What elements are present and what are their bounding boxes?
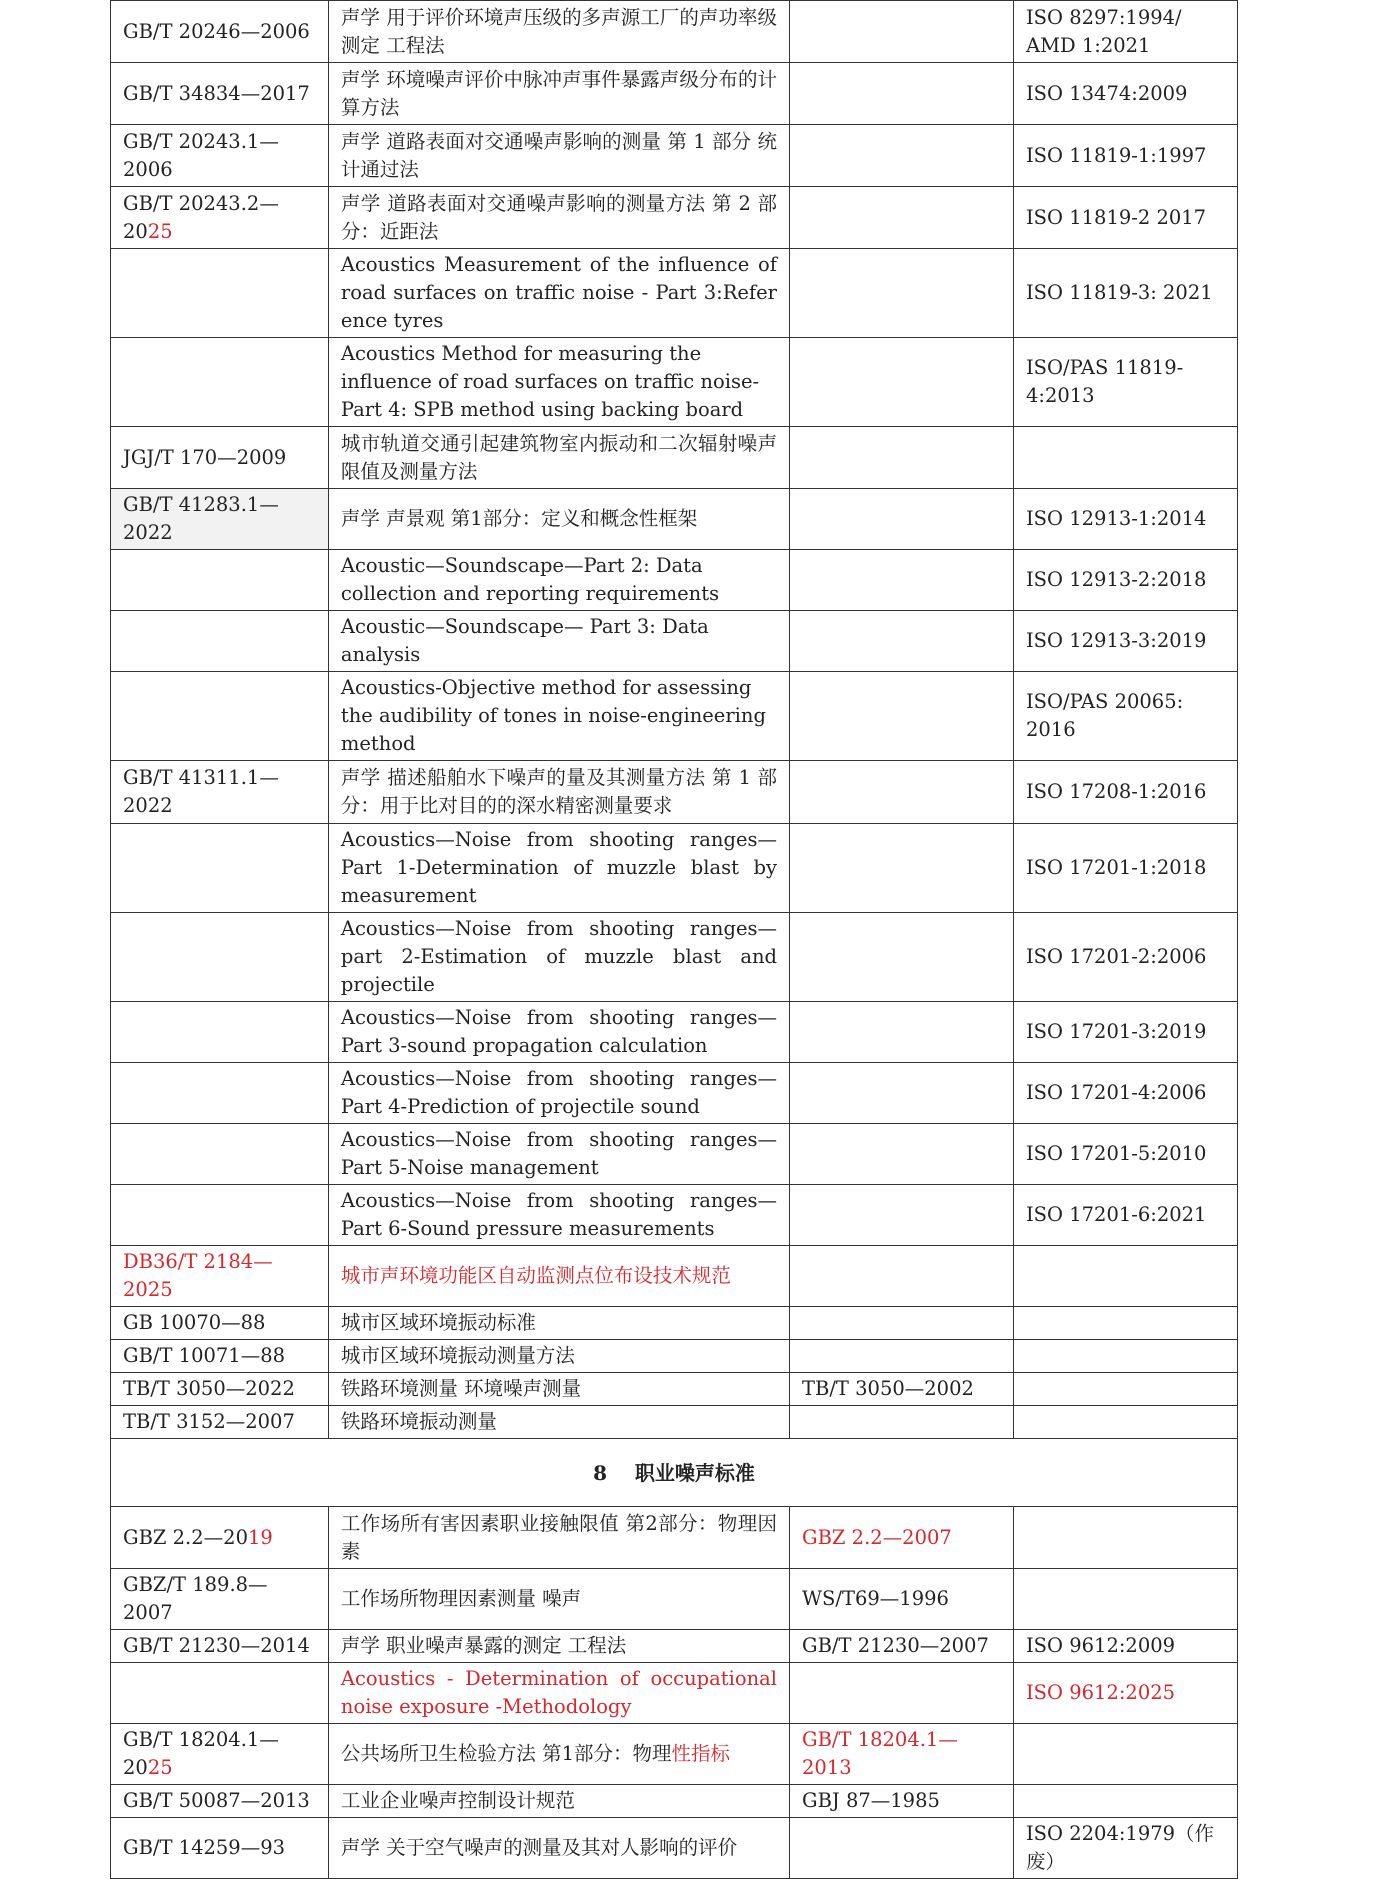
replaced-standard [790,338,1014,427]
standard-code [111,1663,329,1724]
standard-code [111,1507,329,1569]
replaced-standard [790,489,1014,550]
standard-title: Acoustics Measurement of the influence of road surfaces on traffic noise - Part 3:Reference tyres [328,249,789,338]
replaced-standard [790,1246,1014,1307]
standard-title [328,1724,789,1785]
standard-code [111,187,329,249]
standard-code: JGJ/T 170—2009 [111,427,329,489]
table-row [111,1818,1238,1879]
iso-reference: ISO 9612:2025 [1013,1663,1237,1724]
table-row [111,1246,1238,1307]
table-row [111,1124,1238,1185]
replaced-standard [790,1818,1014,1879]
standard-title: 城市区域环境振动测量方法 [328,1340,789,1373]
replaced-standard [790,1340,1014,1373]
iso-reference: ISO 17201-6:2021 [1013,1185,1237,1246]
iso-reference: ISO 13474:2009 [1013,63,1237,125]
standard-title: 声学 用于评价环境声压级的多声源工厂的声功率级测定 工程法 [328,1,789,63]
section-heading [111,1439,1238,1507]
replaced-standard [790,550,1014,611]
iso-reference: ISO 2204:1979（作废） [1013,1818,1237,1879]
standard-title: 声学 道路表面对交通噪声影响的测量方法 第 2 部分：近距法 [328,187,789,249]
standard-title: 声学 道路表面对交通噪声影响的测量 第 1 部分 统计通过法 [328,125,789,187]
iso-reference: ISO 12913-3:2019 [1013,611,1237,672]
standards-table [110,0,1238,1879]
table-row [111,1507,1238,1569]
table-row [111,913,1238,1002]
table-row [111,1340,1238,1373]
iso-reference [1013,1340,1237,1373]
standard-title: 工作场所物理因素测量 噪声 [328,1569,789,1630]
table-row [111,489,1238,550]
table-row [111,338,1238,427]
iso-reference: ISO 17208-1:2016 [1013,761,1237,824]
standard-title: Acoustics Method for measuring the influence of road surfaces on traffic noise- Part 4: SPB method using backing board [328,338,789,427]
replaced-standard [790,1002,1014,1063]
table-row [111,249,1238,338]
standard-code [111,824,329,913]
standard-title: 声学 声景观 第1部分：定义和概念性框架 [328,489,789,550]
iso-reference [1013,1785,1237,1818]
standard-code [111,1724,329,1785]
replaced-standard: GBJ 87—1985 [790,1785,1014,1818]
iso-reference: ISO 17201-5:2010 [1013,1124,1237,1185]
iso-reference: ISO 12913-2:2018 [1013,550,1237,611]
replaced-standard: TB/T 3050—2002 [790,1373,1014,1406]
replaced-standard [790,187,1014,249]
table-row [111,550,1238,611]
standard-code: TB/T 3050—2022 [111,1373,329,1406]
replaced-standard [790,1406,1014,1439]
iso-reference [1013,1373,1237,1406]
replaced-standard: GB/T 21230—2007 [790,1630,1014,1663]
replaced-standard [790,1663,1014,1724]
table-row [111,1724,1238,1785]
standard-code [111,550,329,611]
standard-code: GB/T 14259—93 [111,1818,329,1879]
table-row [111,187,1238,249]
table-row [111,125,1238,187]
replaced-standard [790,913,1014,1002]
standard-code: DB36/T 2184—2025 [111,1246,329,1307]
standard-title: 城市轨道交通引起建筑物室内振动和二次辐射噪声限值及测量方法 [328,427,789,489]
standard-code: GB/T 10071—88 [111,1340,329,1373]
table-row [111,427,1238,489]
standard-code: GB/T 21230—2014 [111,1630,329,1663]
standard-title: Acoustics—Noise from shooting ranges—part 2-Estimation of muzzle blast and projectile [328,913,789,1002]
standard-title: 城市声环境功能区自动监测点位布设技术规范 [328,1246,789,1307]
standard-code: GB/T 41311.1—2022 [111,761,329,824]
iso-reference [1013,427,1237,489]
iso-reference: ISO/PAS 20065: 2016 [1013,672,1237,761]
iso-reference: ISO/PAS 11819-4:2013 [1013,338,1237,427]
table-row [111,611,1238,672]
standard-code-part: GBZ 2.2—20 [123,1525,248,1549]
section-title: 职业噪声标准 [634,1460,755,1485]
standard-title: Acoustic—Soundscape—Part 2: Data collection and reporting requirements [328,550,789,611]
iso-reference [1013,1724,1237,1785]
table-row [111,1663,1238,1724]
standard-code [111,611,329,672]
standard-code-updated-year: 25 [147,1756,173,1779]
iso-reference: ISO 12913-1:2014 [1013,489,1237,550]
standard-code: TB/T 3152—2007 [111,1406,329,1439]
standard-code: GB/T 34834—2017 [111,63,329,125]
standard-code-updated-year: 25 [147,219,173,243]
standard-title: Acoustics—Noise from shooting ranges—Part 5-Noise management [328,1124,789,1185]
iso-reference: ISO 11819-1:1997 [1013,125,1237,187]
replaced-standard [790,427,1014,489]
standard-code-updated-year: 19 [247,1525,273,1549]
standard-title: 声学 描述船舶水下噪声的量及其测量方法 第 1 部分：用于比对目的的深水精密测量要求 [328,761,789,824]
replaced-standard [790,1063,1014,1124]
standard-title: Acoustics—Noise from shooting ranges—Part 6-Sound pressure measurements [328,1185,789,1246]
iso-reference: ISO 17201-4:2006 [1013,1063,1237,1124]
standard-code [111,249,329,338]
replaced-standard [790,63,1014,125]
standard-code-part: GB/T 20243.2—20 [123,191,279,243]
standard-code [111,1002,329,1063]
replaced-standard [790,1185,1014,1246]
replaced-standard [790,125,1014,187]
table-row [111,672,1238,761]
table-row [111,63,1238,125]
standard-title: Acoustics—Noise from shooting ranges—Part 3-sound propagation calculation [328,1002,789,1063]
table-row [111,1063,1238,1124]
iso-reference: ISO 11819-3: 2021 [1013,249,1237,338]
standard-code: GB/T 20243.1—2006 [111,125,329,187]
replaced-standard [790,824,1014,913]
standard-code: GB 10070—88 [111,1307,329,1340]
iso-reference: ISO 17201-2:2006 [1013,913,1237,1002]
iso-reference: ISO 8297:1994/ AMD 1:2021 [1013,1,1237,63]
standard-title-part: 公共场所卫生检验方法 第1部分：物理 [340,1742,672,1765]
table-row [111,761,1238,824]
table-row [111,1,1238,63]
standard-code-part: GB/T 18204.1—20 [123,1728,279,1779]
replaced-standard: WS/T69—1996 [790,1569,1014,1630]
iso-reference: ISO 9612:2009 [1013,1630,1237,1663]
iso-reference: ISO 17201-1:2018 [1013,824,1237,913]
table-row [111,1630,1238,1663]
replaced-standard [790,672,1014,761]
table-row [111,1185,1238,1246]
standard-title-updated-part: 性指标 [671,1742,731,1765]
iso-reference: ISO 11819-2 2017 [1013,187,1237,249]
standard-title: 声学 职业噪声暴露的测定 工程法 [328,1630,789,1663]
standard-code: GBZ/T 189.8—2007 [111,1569,329,1630]
standard-title: Acoustic—Soundscape— Part 3: Data analysis [328,611,789,672]
standard-code: GB/T 20246—2006 [111,1,329,63]
table-row [111,1307,1238,1340]
standard-title: 工作场所有害因素职业接触限值 第2部分：物理因素 [328,1507,789,1569]
iso-reference [1013,1307,1237,1340]
standard-code: GB/T 41283.1—2022 [111,489,329,550]
replaced-standard [790,1,1014,63]
standard-code [111,913,329,1002]
iso-reference: ISO 17201-3:2019 [1013,1002,1237,1063]
standard-code [111,1124,329,1185]
replaced-standard: GB/T 18204.1—2013 [790,1724,1014,1785]
standard-title: 铁路环境测量 环境噪声测量 [328,1373,789,1406]
replaced-standard: GBZ 2.2—2007 [790,1507,1014,1569]
table-row [111,1373,1238,1406]
iso-reference [1013,1406,1237,1439]
standard-title: 城市区域环境振动标准 [328,1307,789,1340]
standard-title: 铁路环境振动测量 [328,1406,789,1439]
table-row [111,1406,1238,1439]
standard-code [111,1185,329,1246]
replaced-standard [790,761,1014,824]
standard-title: 工业企业噪声控制设计规范 [328,1785,789,1818]
iso-reference [1013,1246,1237,1307]
standard-title: Acoustics - Determination of occupational noise exposure -Methodology [328,1663,789,1724]
table-row [111,824,1238,913]
standard-title: Acoustics—Noise from shooting ranges— Part 1-Determination of muzzle blast by measurement [328,824,789,913]
replaced-standard [790,249,1014,338]
replaced-standard [790,1124,1014,1185]
table-row [111,1569,1238,1630]
section-heading-row [111,1439,1238,1507]
table-row [111,1002,1238,1063]
standard-code [111,338,329,427]
standard-code: GB/T 50087—2013 [111,1785,329,1818]
iso-reference [1013,1507,1237,1569]
section-number: 8 [593,1460,608,1485]
standard-title: 声学 环境噪声评价中脉冲声事件暴露声级分布的计算方法 [328,63,789,125]
replaced-standard [790,1307,1014,1340]
replaced-standard [790,611,1014,672]
table-row [111,1785,1238,1818]
iso-reference [1013,1569,1237,1630]
standard-code [111,672,329,761]
standard-title: Acoustics—Noise from shooting ranges—Part 4-Prediction of projectile sound [328,1063,789,1124]
standard-title: Acoustics-Objective method for assessing the audibility of tones in noise-engineering method [328,672,789,761]
standard-title: 声学 关于空气噪声的测量及其对人影响的评价 [328,1818,789,1879]
standard-code [111,1063,329,1124]
